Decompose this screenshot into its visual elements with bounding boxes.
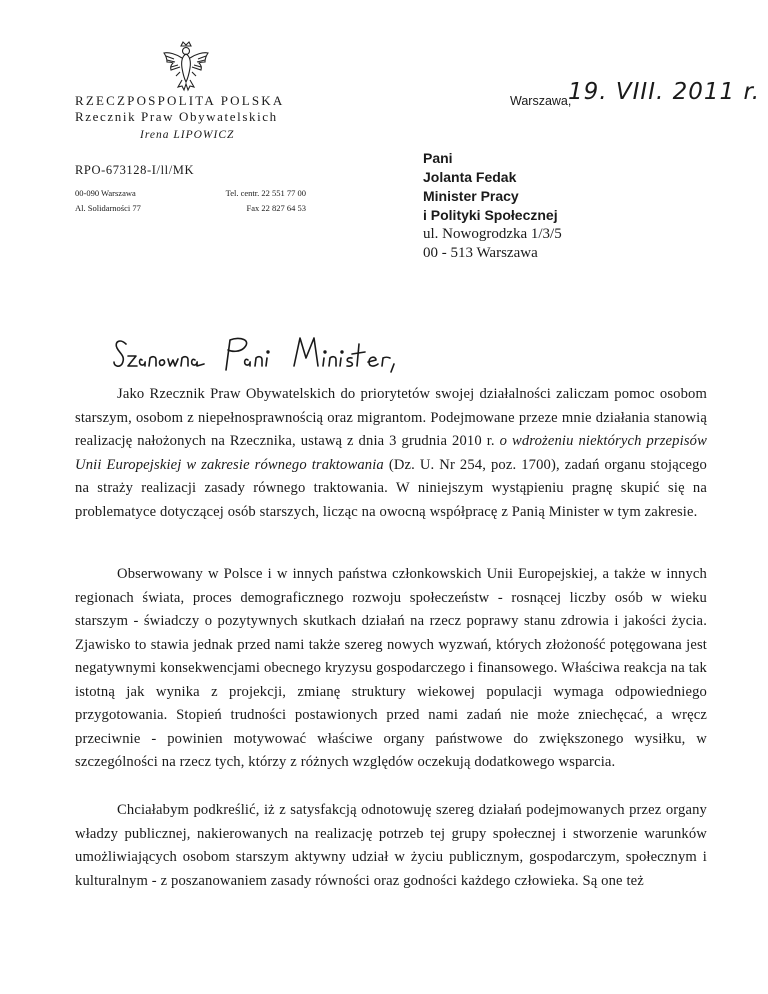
dateline-place: Warszawa,	[510, 94, 572, 108]
p3-text: Chciałabym podkreślić, iż z satysfakcją odnotowuję szereg działań podejmowanych przez organy władzy publicznej, nakierowanych na realizację potrzeb tej grupy społecznej i stworzenie warunków umożliwiających osobom starszym aktywny udział w życiu publicznym, gospodarczym, społecznym i kulturalnym - z poszanowaniem zasady równości oraz godności każdego człowieka. Są one też	[75, 802, 707, 889]
sender-phone: Tel. centr. 22 551 77 00	[225, 188, 306, 198]
ombudsman-name: Irena LIPOWICZ	[140, 129, 235, 141]
sender-postal-code: 00-090 Warszawa	[75, 188, 136, 198]
p1-act-title: o wdrożeniu niektórych przepisów Unii Europejskiej w zakresie równego traktowania	[75, 433, 707, 473]
reference-number: RPO-673128-I/ll/MK	[75, 163, 195, 177]
p1-text-start: Jako Rzecznik Praw Obywatelskich do priorytetów swojej działalności zaliczam pomoc osobom starszym, osobom z niepełnosprawnością oraz migrantom. Podejmowane przeze mnie działania stanowią realizację nałożonych na Rzecznika, ustawą z dnia 3 grudnia 2010 r.	[75, 386, 707, 449]
handwritten-salutation	[112, 330, 412, 374]
recipient-street: ul. Nowogrodzka 1/3/5	[423, 226, 562, 242]
recipient-position-1: Minister Pracy	[423, 188, 519, 204]
p1-text-end: (Dz. U. Nr 254, poz. 1700), zadań organu stojącego na straży realizacji zasady równego traktowania. W niniejszym wystąpieniu pragnę skupić się na problematyce dotyczącej osób starszych, licząc na owocną współpracę z Panią Minister w tym zakresie.	[75, 456, 707, 520]
polish-eagle-emblem	[160, 40, 212, 94]
recipient-title: Pani	[423, 150, 453, 166]
org-name: RZECZPOSPOLITA POLSKA	[75, 93, 285, 108]
recipient-block	[423, 149, 743, 263]
recipient-position-2: i Polityki Społecznej	[423, 207, 558, 223]
sender-fax: Fax 22 827 64 53	[246, 203, 306, 213]
sender-street: Al. Solidarności 77	[75, 203, 141, 213]
body-paragraph-3	[75, 799, 707, 893]
org-office: Rzecznik Praw Obywatelskich	[75, 109, 278, 124]
body-paragraph-2	[75, 563, 707, 775]
recipient-name: Jolanta Fedak	[423, 169, 517, 185]
handwritten-date: 19. VIII. 2011 r.	[568, 79, 761, 105]
body-paragraph-1	[75, 383, 707, 524]
recipient-city: 00 - 513 Warszawa	[423, 245, 538, 261]
p2-text: Obserwowany w Polsce i w innych państwa członkowskich Unii Europejskiej, a także w innych regionach świata, proces demograficznego rozwoju społeczeństw - rosnącej liczby osób w wieku starszym - świadczy o pozytywnych skutkach działań na rzecz poprawy stanu zdrowia i jakości życia. Zjawisko to stawia jednak przed nami także szereg nowych wyzwań, których złożoność potęgowana jest negatywnymi konsekwencjami obecnego kryzysu gospodarczego i finansowego. Właściwa reakcja na tak istotną jak wynika z projekcji, zmianę struktury wiekowej populacji wymaga odpowiedniego przygotowania. Stopień trudności postawionych przed nami zadań nie może zniechęcać, a wręcz przeciwnie - powinien motywować właściwe organy państwowe do zwiększonego wysiłku, w szczególności na rzecz tych, którzy z różnych względów oczekują dodatkowego wsparcia.	[75, 566, 707, 770]
